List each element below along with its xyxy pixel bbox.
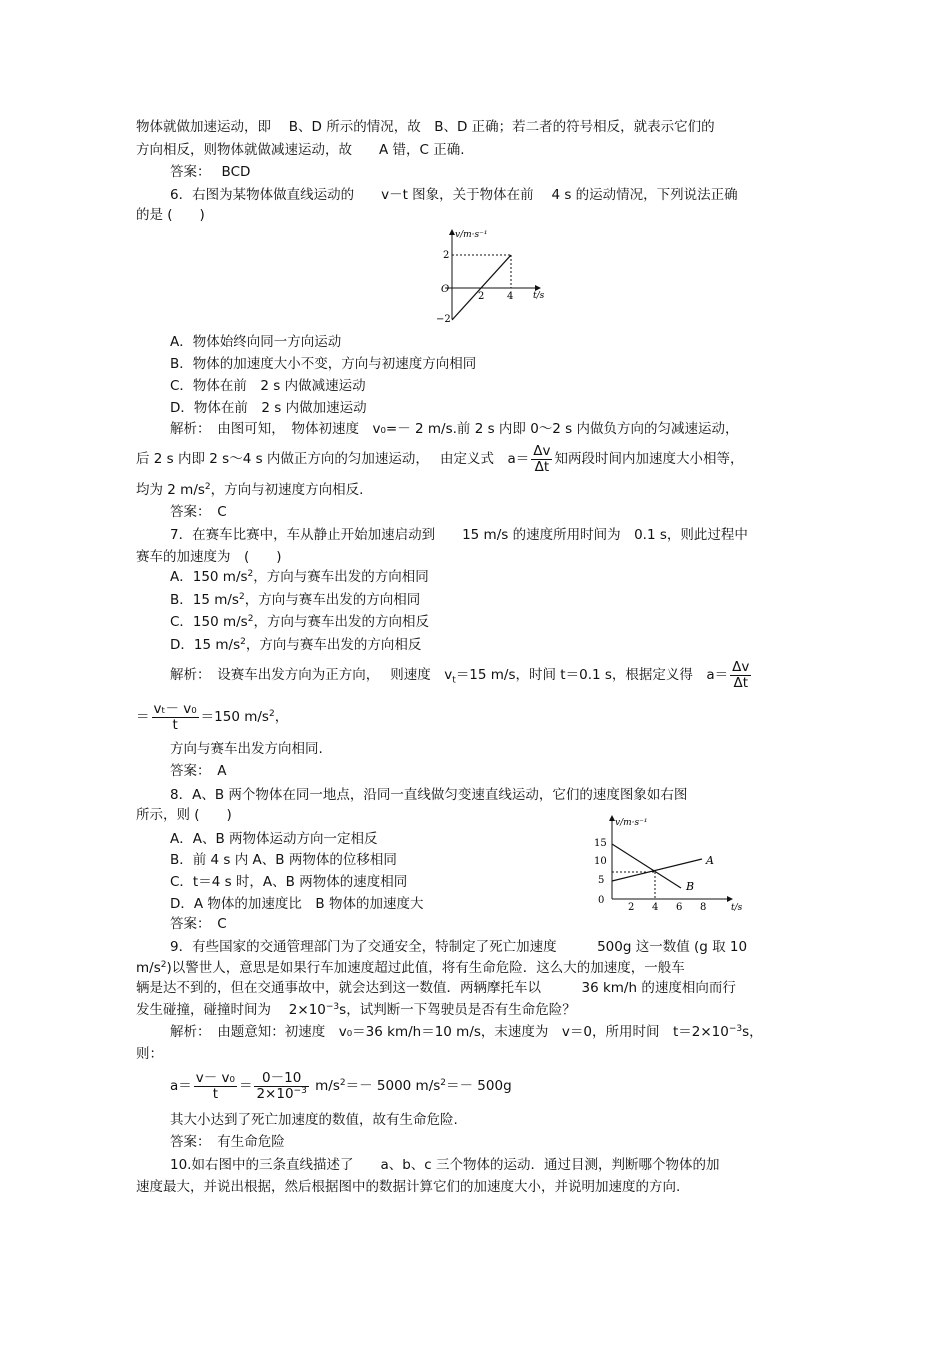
answer-line: 答案： A xyxy=(170,763,227,779)
q7-option: D．15 $m/s^2$，方向与赛车出发的方向相反 xyxy=(170,637,422,653)
line-b-label: B xyxy=(686,880,695,893)
y-tick-label: 15 xyxy=(594,838,607,849)
answer-line: 答案： 有生命危险 xyxy=(170,1134,285,1150)
q6-stem: 的是 ( ) xyxy=(136,207,205,223)
x-tick-label: 8 xyxy=(700,902,707,912)
q7-solution: 方向与赛车出发方向相同. xyxy=(170,741,323,757)
q9-stem: 发生碰撞，碰撞时间为 $2\times 10^{-3}s$，试判断一下驾驶员是否有生命危险？ xyxy=(136,1002,576,1018)
q7-option: C．150 $m/s^2$，方向与赛车出发的方向相反 xyxy=(170,614,429,630)
q6-option: C．物体在前 2 s 内做减速运动 xyxy=(170,378,366,394)
q8-option: D．A 物体的加速度比 B 物体的加速度大 xyxy=(170,896,424,912)
q9-solution: 则： xyxy=(136,1046,163,1062)
text-line: 物体就做加速运动，即 B、D 所示的情况，故 B、D 正确；若二者的符号相反，就表示它们的 xyxy=(136,119,715,135)
q9-stem: 辆是达不到的，但在交通事故中，就会达到这一数值．两辆摩托车以 36 km/h 的速度相向而行 xyxy=(136,980,736,996)
q7-solution: ＝ $\frac{\text{vₜ－ v₀}}{t}$ ＝150 $m/s^2$， xyxy=(136,700,289,733)
q10-stem: 10.如右图中的三条直线描述了 a、b、c 三个物体的运动．通过目测，判断哪个物体的加 xyxy=(170,1157,720,1173)
q7-option: A．150 $m/s^2$，方向与赛车出发的方向相同 xyxy=(170,569,429,585)
x-axis-label: t/s xyxy=(731,903,743,912)
q8-stem: 所示，则 ( ) xyxy=(136,807,232,823)
q7-stem: 赛车的加速度为 ( ) xyxy=(136,549,282,565)
line-a-label: A xyxy=(706,854,714,867)
q7-stem: 7．在赛车比赛中，车从静止开始加速启动到 15 m/s 的速度所用时间为 0.1 s，则此过程中 xyxy=(170,527,748,543)
q6-solution: 解析： 由图可知， 物体初速度 v₀=－ 2 m/s.前 2 s 内即 0～2 s 内做负方向的匀减速运动， xyxy=(170,421,739,437)
q6-solution: 均为 2 $m/s^2$，方向与初速度方向相反. xyxy=(136,482,364,498)
q8-option: B．前 4 s 内 A、B 两物体的位移相同 xyxy=(170,852,397,868)
q6-option: A．物体始终向同一方向运动 xyxy=(170,334,342,350)
origin-label: O xyxy=(441,284,450,295)
q6-solution: 后 2 s 内即 2 s～4 s 内做正方向的匀加速运动， 由定义式 a＝ $\frac{\Delta v}{\Delta t}$ 知两段时间内加速度大小相等， xyxy=(136,442,744,475)
q8-option: C．t＝4 s 时，A、B 两物体的速度相同 xyxy=(170,874,408,890)
y-tick-label: 10 xyxy=(594,856,607,867)
answer-line: 答案： C xyxy=(170,504,227,520)
line-a xyxy=(612,859,702,881)
x-tick-label: 6 xyxy=(676,902,683,912)
answer-line: 答案： C xyxy=(170,916,227,932)
q8-stem: 8．A、B 两个物体在同一地点，沿同一直线做匀变速直线运动，它们的速度图象如右图 xyxy=(170,787,688,803)
q9-equation: a＝ $\frac{\text{v－ v₀}}{t}$ ＝ $\frac{0-10}{2\times 10^{-3}}$ $m/s^2=- 5000$ $m/s^2=- 500g$ xyxy=(170,1069,512,1102)
q9-stem: 9．有些国家的交通管理部门为了交通安全，特制定了死亡加速度 500g 这一数值 (g 取 10 xyxy=(170,939,748,955)
q9-solution: 其大小达到了死亡加速度的数值，故有生命危险. xyxy=(170,1112,458,1128)
q8-option: A．A、B 两物体运动方向一定相反 xyxy=(170,831,378,847)
y-tick-label: 5 xyxy=(598,875,605,886)
q6-option: B．物体的加速度大小不变，方向与初速度方向相同 xyxy=(170,356,477,372)
y-tick-label: 2 xyxy=(443,250,450,261)
q7-option: B．15 $m/s^2$，方向与赛车出发的方向相同 xyxy=(170,592,421,608)
q6-vt-graph xyxy=(430,224,555,324)
answer-line: 答案： BCD xyxy=(170,164,251,180)
y-axis-label: v/m·s⁻¹ xyxy=(455,230,488,240)
text-line: 方向相反，则物体就做减速运动，故 A 错，C 正确. xyxy=(136,142,465,158)
y-tick-label: −2 xyxy=(436,314,451,324)
y-tick-label: 0 xyxy=(598,895,605,906)
x-tick-label: 2 xyxy=(628,902,635,912)
x-tick-label: 2 xyxy=(478,291,485,302)
q6-stem: 6．右图为某物体做直线运动的 v－t 图象，关于物体在前 4 s 的运动情况，下列说法正确 xyxy=(170,187,738,203)
q9-solution: 解析： 由题意知：初速度 v₀＝36 km/h＝10 m/s，末速度为 v＝0，所用时间 $t=2\times 10^{-3}s$， xyxy=(170,1024,763,1040)
x-axis-label: t/s xyxy=(533,291,545,301)
q6-option: D．物体在前 2 s 内做加速运动 xyxy=(170,400,367,416)
q9-stem: $m/s^2$)以警世人，意思是如果行车加速度超过此值，将有生命危险．这么大的加速度，一般车 xyxy=(136,960,685,976)
line-b xyxy=(612,844,681,888)
y-axis-label: v/m·s⁻¹ xyxy=(615,818,648,828)
x-tick-label: 4 xyxy=(507,291,514,302)
q7-solution: 解析： 设赛车出发方向为正方向， 则速度 $v_t=15$ m/s，时间 t＝0.1 s，根据定义得 a＝ $\frac{\Delta v}{\Delta t}$ xyxy=(170,658,750,691)
q10-stem: 速度最大，并说出根据，然后根据图中的数据计算它们的加速度大小，并说明加速度的方向. xyxy=(136,1179,681,1195)
q8-vt-graph xyxy=(590,812,750,912)
x-tick-label: 4 xyxy=(652,902,659,912)
